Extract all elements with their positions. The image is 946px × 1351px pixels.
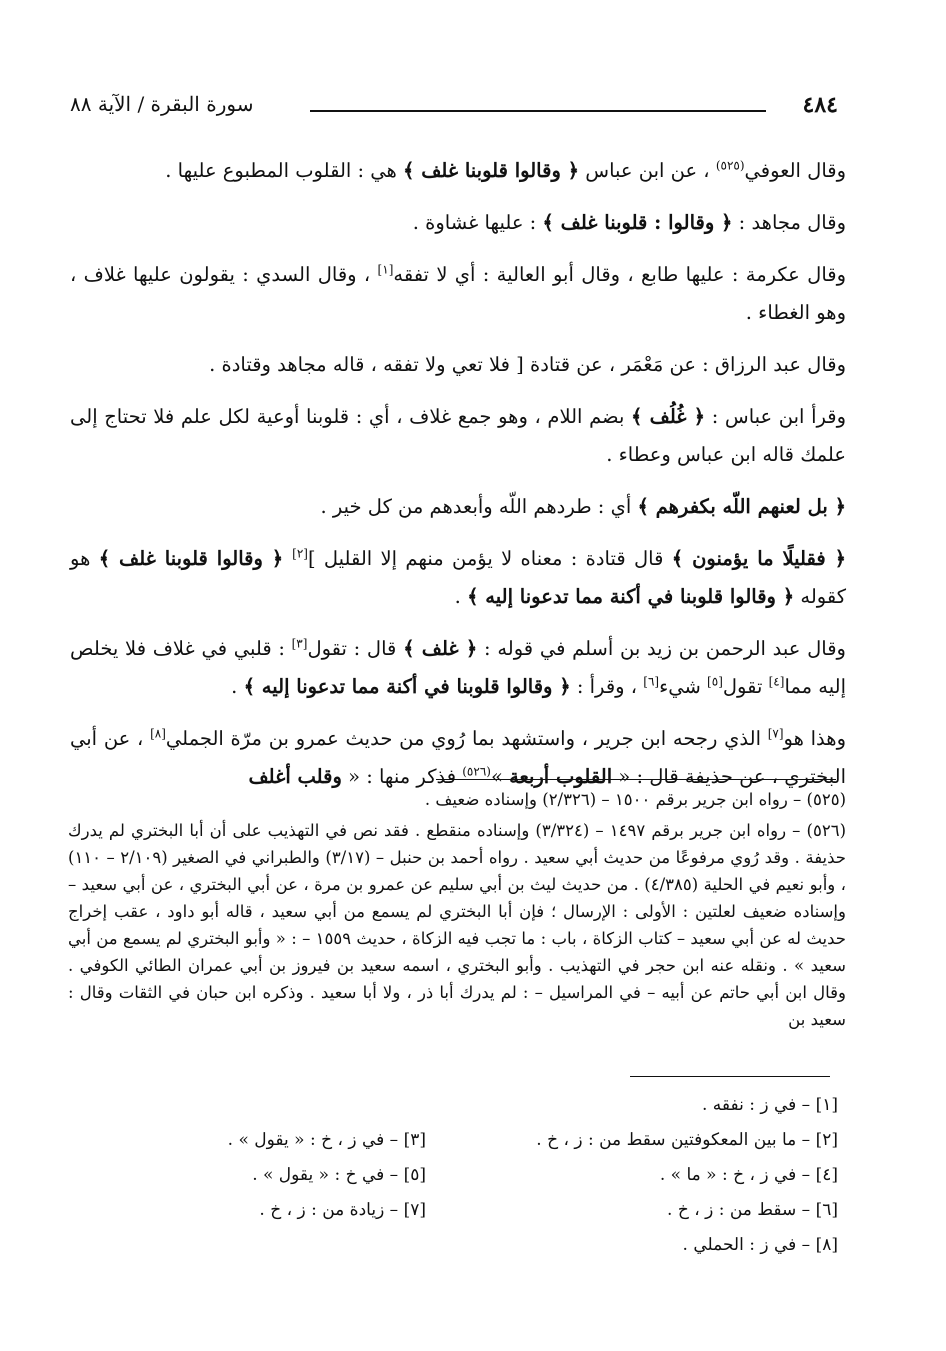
paragraph-5: وقرأ ابن عباس : ﴿ غُلُف ﴾ بضم اللام ، وهو جمع غلاف ، أي : قلوبنا أوعية لكل علم فلا تحتاج إلى علمك قاله ابن عباس وعطاء . — [70, 405, 846, 466]
variant-3: [٣] – في ز ، خ : « يقول » . — [227, 1130, 426, 1150]
running-title: سورة البقرة / الآية ٨٨ — [70, 92, 254, 116]
quran-quote: ﴿ وقالوا قلوبنا في أكنة مما تدعونا إليه ﴾ — [243, 675, 571, 698]
quran-quote: ﴿ وقالوا : قلوبنا غلف ﴾ — [542, 211, 733, 234]
hadith-quote: وقلب أغلف — [248, 765, 342, 788]
variant-ref: [٢] — [292, 546, 308, 561]
quran-quote: ﴿ فقليلًا ما يؤمنون ﴾ — [671, 547, 846, 570]
hadith-quote: القلوب أربعة — [509, 765, 613, 788]
paragraph-8: وقال عبد الرحمن بن زيد بن أسلم في قوله : ﴿ غلف ﴾ قال : تقول[٣] : قلبي في غلاف فلا يخلص إليه مما[٤] تقول[٥] شيء[٦] ، وقرأ : ﴿ وقالوا قلوبنا في أكنة مما تدعونا إليه ﴾ . — [70, 636, 846, 698]
variant-ref: [١] — [377, 262, 394, 277]
variant-row — [200, 1158, 838, 1193]
paragraph-2: وقال مجاهد : ﴿ وقالوا : قلوبنا غلف ﴾ : عليها غشاوة . — [412, 211, 846, 234]
variant-row — [200, 1123, 838, 1158]
footnotes — [68, 786, 846, 1037]
variant-6: [٦] – سقط من : ز ، خ . — [667, 1200, 838, 1220]
quran-quote: ﴿ بل لعنهم اللّه بكفرهم ﴾ — [637, 495, 846, 518]
variant-ref: [٧] — [767, 726, 784, 741]
paragraph-4: وقال عبد الرزاق : عن مَعْمَر ، عن قتادة [ فلا تعي ولا تفقه ، قاله مجاهد وقتادة . — [209, 353, 846, 376]
main-text — [70, 152, 846, 810]
variant-1: [١] – في ز : نفقه . — [701, 1095, 838, 1115]
quran-quote: ﴿ وقالوا قلوبنا غلف ﴾ — [98, 547, 293, 570]
paragraph-3: وقال عكرمة : عليها طابع ، وقال أبو العالية : أي لا تفقه[١] ، وقال السدي : يقولون عليها غلاف ، وهو الغطاء . — [70, 262, 846, 324]
textual-variants — [200, 1088, 838, 1263]
footnote-ref: (٥٢٦) — [462, 764, 491, 779]
paragraph-9: وهذا هو[٧] الذي رجحه ابن جرير ، واستشهد بما رُوي من حديث عمرو بن مرّة الجملي[٨] ، عن أبي البختري ، عن حذيفة قال : « القلوب أربعة »$^{(٥٢٦)}$ فذكر منها : « وقلب أغلف — [70, 726, 846, 788]
variant-ref: [٣] — [291, 636, 308, 651]
variant-row — [200, 1228, 838, 1263]
footnote-525: (٥٢٥) – رواه ابن جرير برقم ١٥٠٠ – (٢/٣٢٦) وإسناده ضعيف . — [424, 790, 846, 809]
page-number: ٤٨٤ — [802, 92, 838, 118]
variant-row — [200, 1193, 838, 1228]
variant-4: [٤] – في ز ، خ : « ما » . — [659, 1165, 838, 1185]
variant-ref: [٤] — [768, 674, 785, 689]
variant-ref: [٦] — [643, 674, 660, 689]
paragraph-1: وقال العوفي$^{(٥٢٥)}$ ، عن ابن عباس ﴿ وقالوا قلوبنا غلف ﴾ هي : القلوب المطبوع عليها . — [165, 158, 846, 182]
variant-ref: [٥] — [707, 674, 723, 689]
footnote-separator — [436, 779, 836, 780]
variant-7: [٧] – زيادة من : ز ، خ . — [259, 1200, 426, 1220]
variant-5: [٥] – في خ : « يقول » . — [252, 1165, 426, 1185]
quran-quote: ﴿ وقالوا قلوبنا في أكنة مما تدعونا إليه ﴾ — [467, 585, 795, 608]
quran-quote: ﴿ وقالوا قلوبنا غلف ﴾ — [403, 159, 580, 182]
footnote-526: (٥٢٦) – رواه ابن جرير برقم ١٤٩٧ – (٣/٣٢٤) وإسناده منقطع . فقد نص في التهذيب على أن أبا البختري لم يدرك حذيفة . وقد رُوي مرفوعًا من حديث أبي سعيد . رواه أحمد بن حنبل – (٣/١٧) والطبراني في الصغير (٢/١٠٩ – ١١٠) ، وأبو نعيم في الحلية (٤/٣٨٥) . من حديث ليث بن أبي سليم عن عمرو بن مرة ، عن أبي البختري ، عن أبي سعيد – وإسناده ضعيف لعلتين : الأولى : الإرسال ؛ فإن أبا البختري لم يسمع من أبي سعيد ، قاله أبو داود ، عقب إخراج حديث له عن أبي سعيد – كتاب الزكاة ، باب : ما تجب فيه الزكاة ، حديث ١٥٥٩ – : « وأبو البختري لم يسمع من أبي سعيد » . ونقله عنه ابن حجر في التهذيب . وأبو البختري ، اسمه سعيد بن فيروز بن أبي عمران الطائي الكوفي . وقال ابن أبي حاتم عن أبيه – في المراسيل – : لم يدرك أبا ذر ، ولا أبا سعيد . وذكره ابن حبان في الثقات وقال : سعيد بن — [68, 821, 846, 1029]
variant-ref: [٨] — [150, 726, 166, 741]
variants-separator — [630, 1076, 830, 1077]
paragraph-7: ﴿ فقليلًا ما يؤمنون ﴾ قال قتادة : معناه لا يؤمن منهم إلا القليل ][٢] ﴿ وقالوا قلوبنا غلف ﴾ هو كقوله ﴿ وقالوا قلوبنا في أكنة مما تدعونا إليه ﴾ . — [70, 546, 846, 608]
paragraph-6: ﴿ بل لعنهم اللّه بكفرهم ﴾ أي : طردهم اللّه وأبعدهم من كل خير . — [320, 495, 846, 518]
header-rule — [310, 110, 766, 112]
page-header — [70, 88, 838, 124]
quran-quote: ﴿ غُلُف ﴾ — [631, 405, 706, 428]
footnote-ref: (٥٢٥) — [715, 158, 745, 173]
variant-8: [٨] – في ز : الحملي . — [682, 1235, 838, 1255]
quran-quote: ﴿ غلف ﴾ — [403, 637, 478, 660]
variant-2: [٢] – ما بين المعكوفتين سقط من : ز ، خ . — [536, 1130, 838, 1150]
variant-row — [200, 1088, 838, 1123]
